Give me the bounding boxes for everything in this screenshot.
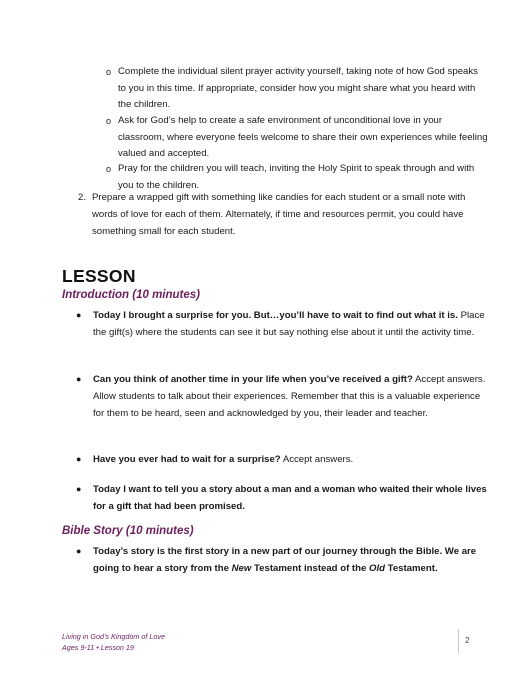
lesson-bullet — [76, 481, 489, 515]
bullet-dot: ● — [76, 546, 82, 556]
page-number: 2 — [465, 636, 470, 645]
footer-line: Ages 9-11 • Lesson 19 — [62, 642, 134, 652]
prep-numbered-item — [78, 190, 488, 240]
sub-item-text: Pray for the children you will teach, inviting the Holy Spirit to speak through and with you to the children. — [118, 163, 475, 191]
footer-divider — [458, 629, 459, 653]
bullet-bold-text — [93, 546, 476, 574]
bullet-text: Place the gift(s) where the students can see it but say nothing else about it until the activity time. — [93, 310, 485, 338]
lesson-bullet — [76, 451, 489, 468]
bullet-bold-text: Can you think of another time in your life when you’ve received a gift? — [93, 374, 413, 385]
sub-bullet-marker: o — [106, 164, 112, 174]
lesson-heading: LESSON — [62, 266, 136, 286]
bullet-dot: ● — [76, 484, 82, 494]
bullet-bold-text: Today I want to tell you a story about a man and a woman who waited their whole lives for a gift that had been promised. — [93, 484, 487, 512]
emphasis-new: New — [231, 563, 252, 574]
bullet-dot: ● — [76, 310, 82, 320]
bold-text-part: Today’s story is the first story in a new part of our journey through the Bible. We are going to hear a story from the — [93, 546, 477, 574]
footer-title — [62, 632, 165, 653]
prep-sub-item — [106, 113, 488, 163]
sub-item-text: Ask for God’s help to create a safe environment of unconditional love in your classroom, where everyone feels welcome to share their own experiences while feeling valued and accepted. — [118, 115, 488, 160]
bullet-dot: ● — [76, 374, 82, 384]
sub-bullet-marker: o — [106, 67, 112, 77]
sub-bullet-marker: o — [106, 116, 112, 126]
lesson-bullet — [76, 371, 489, 422]
bold-text-part: Testament. — [387, 563, 438, 574]
introduction-heading: Introduction (10 minutes) — [62, 289, 200, 301]
footer-line: Living in God’s Kingdom of Love — [62, 632, 165, 641]
bold-text-part: Testament instead of the — [254, 563, 367, 574]
lesson-bullet — [76, 307, 489, 341]
item-number: 2. — [78, 192, 87, 203]
bullet-dot: ● — [76, 454, 82, 464]
emphasis-old: Old — [369, 563, 385, 574]
bullet-bold-text: Have you ever had to wait for a surprise? — [93, 454, 281, 465]
bullet-bold-text: Today I brought a surprise for you. But…you’ll have to wait to find out what it is. — [93, 310, 458, 321]
bible-story-heading: Bible Story (10 minutes) — [62, 525, 194, 537]
lesson-bullet — [76, 543, 489, 577]
prep-sub-item — [106, 64, 488, 114]
bullet-text: Accept answers. — [282, 454, 354, 465]
sub-item-text: Complete the individual silent prayer activity yourself, taking note of how God speaks to you in this time. If appropriate, consider how you might share what you heard with the children. — [118, 66, 478, 111]
bullet-text: Accept answers. Allow students to talk about their experiences. Remember that this is a valuable experience for them to be heard, seen and acknowledged by you, their leader and teacher. — [93, 374, 486, 419]
item-text: Prepare a wrapped gift with something like candies for each student or a small note with words of love for each of them. Alternately, if time and resources permit, you could have something small for each student. — [92, 192, 466, 237]
